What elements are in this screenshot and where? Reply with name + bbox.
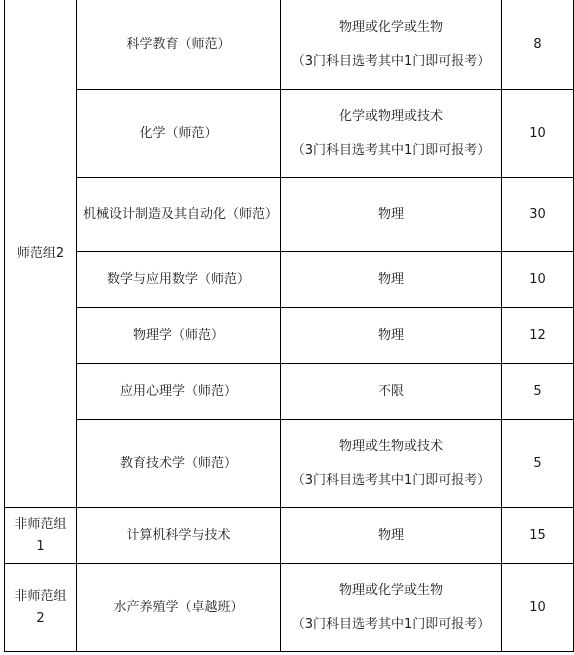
subjects-note: （3门科目选考其中1门即可报考）: [291, 472, 491, 488]
major-cell: 物理学（师范）: [77, 308, 281, 364]
major-cell: 化学（师范）: [77, 90, 281, 178]
subjects-cell: 物理: [281, 252, 502, 308]
count-cell: 5: [502, 420, 574, 508]
table-row: [5, 508, 574, 564]
major-cell: 计算机科学与技术: [77, 508, 281, 564]
enrollment-table: [4, 0, 574, 652]
subjects-text: 物理或生物或技术: [338, 438, 443, 454]
major-cell: 应用心理学（师范）: [77, 364, 281, 420]
table-row: [5, 420, 574, 508]
major-cell: 机械设计制造及其自动化（师范）: [77, 178, 281, 252]
subjects-cell: [281, 90, 502, 178]
group-cell: 非师范组1: [5, 508, 77, 564]
subjects-text: 物理或化学或生物: [338, 582, 443, 598]
table-row: [5, 564, 574, 652]
count-cell: 5: [502, 364, 574, 420]
count-cell: 8: [502, 0, 574, 90]
subjects-cell: [281, 0, 502, 90]
subjects-note: （3门科目选考其中1门即可报考）: [291, 53, 491, 69]
count-cell: 10: [502, 252, 574, 308]
count-cell: 12: [502, 308, 574, 364]
major-cell: 数学与应用数学（师范）: [77, 252, 281, 308]
subjects-note: （3门科目选考其中1门即可报考）: [291, 616, 491, 632]
major-cell: 水产养殖学（卓越班）: [77, 564, 281, 652]
subjects-cell: 物理: [281, 178, 502, 252]
group-cell: 师范组2: [5, 0, 77, 508]
subjects-cell: 不限: [281, 364, 502, 420]
major-cell: 教育技术学（师范）: [77, 420, 281, 508]
subjects-text: 物理或化学或生物: [338, 19, 443, 35]
table-row: [5, 308, 574, 364]
table-row: [5, 90, 574, 178]
count-cell: 10: [502, 564, 574, 652]
subjects-cell: [281, 420, 502, 508]
subjects-note: （3门科目选考其中1门即可报考）: [291, 142, 491, 158]
group-cell: 非师范组2: [5, 564, 77, 652]
subjects-cell: 物理: [281, 308, 502, 364]
table-row: [5, 252, 574, 308]
count-cell: 10: [502, 90, 574, 178]
table-row: [5, 0, 574, 90]
subjects-text: 化学或物理或技术: [338, 108, 443, 124]
table-row: [5, 364, 574, 420]
major-cell: 科学教育（师范）: [77, 0, 281, 90]
count-cell: 15: [502, 508, 574, 564]
count-cell: 30: [502, 178, 574, 252]
table-row: [5, 178, 574, 252]
subjects-cell: [281, 564, 502, 652]
subjects-cell: 物理: [281, 508, 502, 564]
